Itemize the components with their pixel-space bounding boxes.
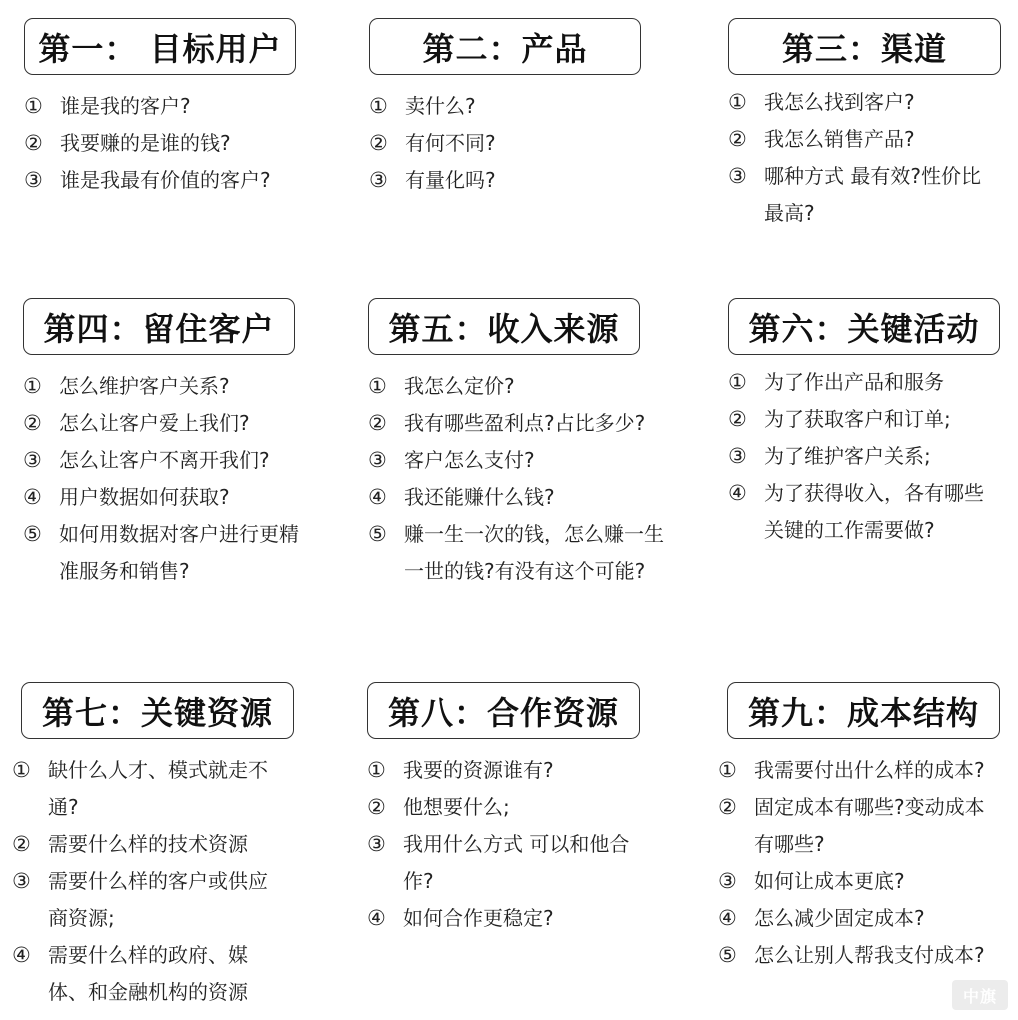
item-number: ③ [369,168,388,192]
item-number: ④ [728,481,747,505]
list-item [23,516,313,590]
item-number: ② [12,832,31,856]
item-number: ① [24,94,43,118]
list-item [368,516,676,590]
item-text: 他想要什么; [403,795,510,819]
section-title: 第六：关键活动 [728,298,1000,355]
list-item [368,479,676,516]
question-list [23,368,313,590]
item-text: 为了获得收入，各有哪些关键的工作需要做? [764,481,984,542]
section-title: 第八：合作资源 [367,682,640,739]
item-text: 需要什么样的技术资源 [48,832,248,856]
section-title: 第九：成本结构 [727,682,1000,739]
item-text: 为了维护客户关系; [764,444,931,468]
list-item [24,88,314,125]
item-text: 我还能赚什么钱? [404,485,555,509]
item-number: ④ [368,485,387,509]
item-text: 怎么减少固定成本? [754,906,925,930]
item-number: ③ [718,869,737,893]
section-title: 第四：留住客户 [23,298,295,355]
item-text: 需要什么样的政府、媒体、和金融机构的资源 [48,943,248,1004]
list-item [24,162,314,199]
item-number: ③ [368,448,387,472]
item-number: ⑤ [368,522,387,546]
item-number: ② [728,407,747,431]
list-item [728,158,990,232]
question-list [368,368,676,590]
item-number: ④ [367,906,386,930]
section-title: 第一： 目标用户 [24,18,296,75]
item-text: 我要赚的是谁的钱? [60,131,231,155]
item-number: ③ [728,444,747,468]
item-number: ⑤ [23,522,42,546]
item-number: ④ [718,906,737,930]
item-number: ① [728,90,747,114]
question-list [369,88,649,199]
question-list [718,752,1003,974]
list-item [23,368,313,405]
item-text: 有何不同? [405,131,496,155]
item-number: ① [369,94,388,118]
item-number: ② [718,795,737,819]
list-item [718,900,1003,937]
section-title: 第二：产品 [369,18,641,75]
item-number: ② [23,411,42,435]
item-text: 我有哪些盈利点?占比多少? [404,411,646,435]
list-item [728,84,990,121]
item-number: ③ [367,832,386,856]
list-item [367,900,639,937]
item-number: ① [12,758,31,782]
item-text: 有量化吗? [405,168,496,192]
list-item [23,442,313,479]
item-text: 固定成本有哪些?变动成本有哪些? [754,795,985,856]
section-title: 第三：渠道 [728,18,1001,75]
item-text: 怎么让客户不离开我们? [59,448,270,472]
item-text: 如何合作更稳定? [403,906,554,930]
item-text: 怎么维护客户关系? [59,374,230,398]
item-text: 怎么让别人帮我支付成本? [754,943,985,967]
item-text: 用户数据如何获取? [59,485,230,509]
item-text: 哪种方式 最有效?性价比最高? [764,164,981,225]
item-number: ③ [24,168,43,192]
item-number: ④ [12,943,31,967]
section-title: 第五：收入来源 [368,298,640,355]
list-item [368,368,676,405]
item-text: 缺什么人才、模式就走不通? [48,758,268,819]
list-item [12,937,287,1011]
list-item [718,789,1003,863]
item-text: 如何让成本更底? [754,869,905,893]
item-text: 我怎么找到客户? [764,90,915,114]
item-number: ② [24,131,43,155]
item-number: ③ [12,869,31,893]
item-text: 谁是我的客户? [60,94,191,118]
list-item [367,789,639,826]
section-title: 第七：关键资源 [21,682,294,739]
item-text: 我用什么方式 可以和他合作? [403,832,630,893]
item-number: ③ [728,164,747,188]
item-text: 怎么让客户爱上我们? [59,411,250,435]
item-number: ② [369,131,388,155]
list-item [728,121,990,158]
item-number: ① [367,758,386,782]
list-item [718,752,1003,789]
question-list [367,752,639,937]
item-text: 为了获取客户和订单; [764,407,951,431]
item-text: 如何用数据对客户进行更精准服务和销售? [59,522,299,583]
list-item [728,364,996,401]
question-list [24,88,314,199]
list-item [368,442,676,479]
list-item [369,162,649,199]
item-text: 我需要付出什么样的成本? [754,758,985,782]
watermark-logo: 中旗 [952,980,1008,1010]
list-item [718,937,1003,974]
list-item [369,88,649,125]
item-text: 需要什么样的客户或供应商资源; [48,869,268,930]
list-item [728,475,996,549]
list-item [367,826,639,900]
item-text: 为了作出产品和服务 [764,370,944,394]
item-text: 我怎么销售产品? [764,127,915,151]
item-number: ① [718,758,737,782]
list-item [12,826,287,863]
item-number: ③ [23,448,42,472]
list-item [718,863,1003,900]
list-item [368,405,676,442]
item-text: 赚一生一次的钱，怎么赚一生一世的钱?有没有这个可能? [404,522,664,583]
item-text: 谁是我最有价值的客户? [60,168,271,192]
list-item [367,752,639,789]
list-item [12,752,287,826]
item-number: ② [728,127,747,151]
item-text: 我要的资源谁有? [403,758,554,782]
item-number: ② [367,795,386,819]
list-item [728,401,996,438]
item-number: ① [728,370,747,394]
list-item [12,863,287,937]
list-item [728,438,996,475]
question-list [12,752,287,1011]
list-item [23,479,313,516]
item-text: 我怎么定价? [404,374,515,398]
item-number: ① [368,374,387,398]
item-number: ⑤ [718,943,737,967]
item-text: 卖什么? [405,94,476,118]
list-item [369,125,649,162]
item-number: ① [23,374,42,398]
list-item [23,405,313,442]
question-list [728,364,996,549]
item-text: 客户怎么支付? [404,448,535,472]
item-number: ② [368,411,387,435]
item-number: ④ [23,485,42,509]
question-list [728,84,990,232]
list-item [24,125,314,162]
